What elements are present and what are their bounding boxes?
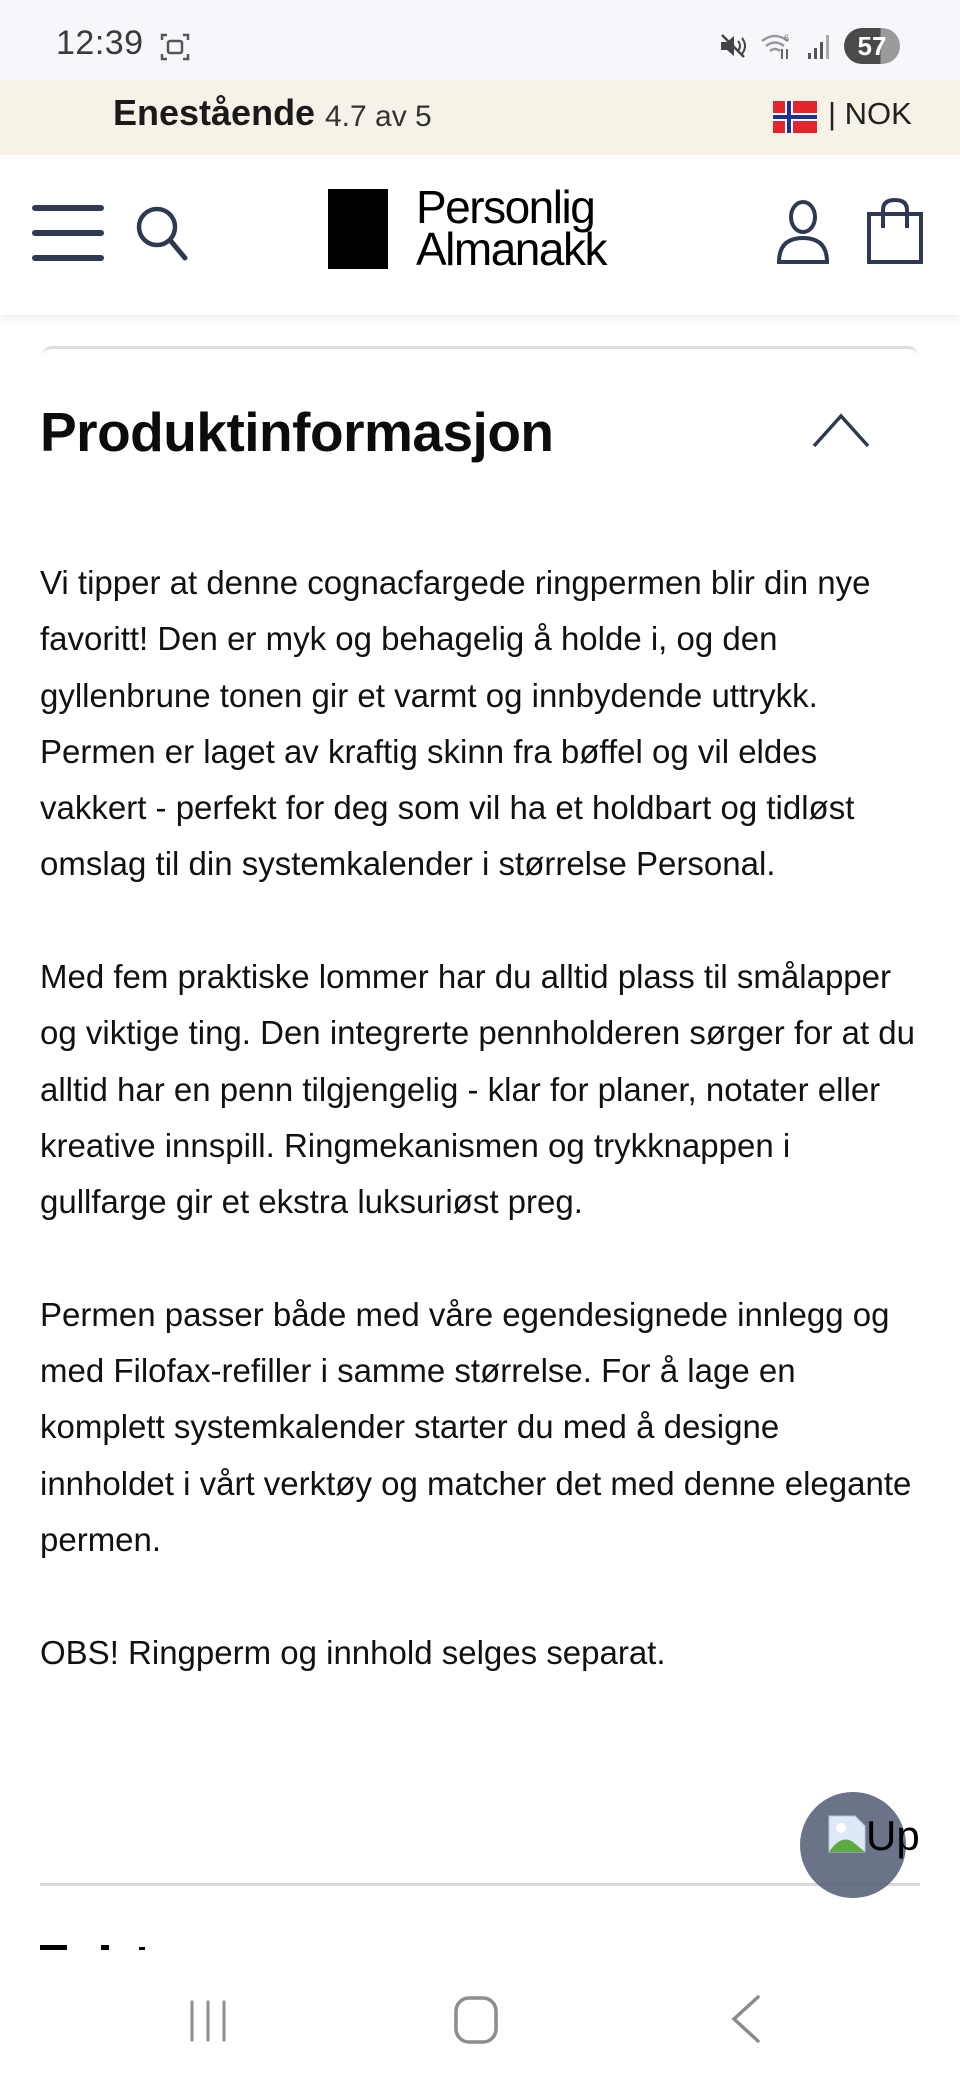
screenshot-icon bbox=[160, 32, 190, 62]
cart-icon[interactable] bbox=[866, 198, 924, 266]
accordion-card-border bbox=[42, 346, 918, 369]
account-icon[interactable] bbox=[775, 200, 831, 266]
accordion-title-product-info[interactable]: Produktinformasjon bbox=[40, 401, 554, 463]
wifi-icon bbox=[760, 31, 794, 61]
broken-image-icon bbox=[827, 1814, 867, 1854]
scroll-to-top-button[interactable] bbox=[800, 1792, 920, 1898]
back-icon[interactable] bbox=[728, 1994, 764, 2044]
logo-text[interactable] bbox=[416, 181, 606, 275]
rating-score[interactable]: 4.7 av 5 bbox=[325, 100, 432, 133]
search-icon[interactable] bbox=[133, 203, 193, 263]
section-divider bbox=[40, 1883, 920, 1886]
status-time: 12:39 bbox=[56, 24, 144, 62]
menu-icon[interactable] bbox=[32, 205, 104, 261]
battery-icon: 57 bbox=[844, 28, 900, 64]
scroll-to-top-label: Up bbox=[866, 1812, 920, 1859]
description-paragraph: Permen passer både med våre egendesignede innlegg og med Filofax-refiller i samme størrelse. For å lage en komplett systemkalender starter du med å designe innholdet i vårt verktøy og matcher det med denne elegante permen. bbox=[40, 1295, 912, 1559]
svg-text:6: 6 bbox=[784, 33, 790, 43]
status-icons bbox=[718, 28, 900, 64]
description-paragraph: Vi tipper at denne cognacfargede ringpermen blir din nye favoritt! Den er myk og behagelig å holde i, og den gyllenbrune tonen gir et varmt og innbydende uttrykk. Permen er laget av kraftig skinn fra bøffel og vil eldes vakkert - perfekt for deg som vil ha et holdbart og tidløst omslag til din systemkalender i størrelse Personal. bbox=[40, 564, 871, 883]
norway-flag-icon[interactable] bbox=[770, 101, 820, 133]
rating-title[interactable]: Enestående bbox=[113, 92, 316, 133]
logo-line-2: Almanakk bbox=[416, 223, 606, 275]
description-paragraph: Med fem praktiske lommer har du alltid plass til smålapper og viktige ting. Den integrerte pennholderen sørger for at du alltid har en penn tilgjengelig - klar for planer, notater eller kreative innspill. Ringmekanismen og trykknappen i gullfarge gir et ekstra luksuriøst preg. bbox=[40, 958, 916, 1221]
chevron-up-icon[interactable] bbox=[812, 410, 870, 450]
description-paragraph: OBS! Ringperm og innhold selges separat. bbox=[40, 1633, 666, 1671]
next-accordion-title-cut-off[interactable] bbox=[40, 1940, 920, 1950]
logo-mark[interactable] bbox=[328, 189, 388, 269]
mute-icon bbox=[718, 31, 748, 61]
signal-icon bbox=[806, 31, 832, 61]
product-description bbox=[40, 555, 920, 1737]
recent-apps-icon[interactable] bbox=[188, 2000, 228, 2042]
home-icon[interactable] bbox=[453, 1995, 499, 2045]
currency-selector[interactable]: | NOK bbox=[828, 96, 912, 131]
logo-line-1: Personlig bbox=[416, 181, 595, 233]
